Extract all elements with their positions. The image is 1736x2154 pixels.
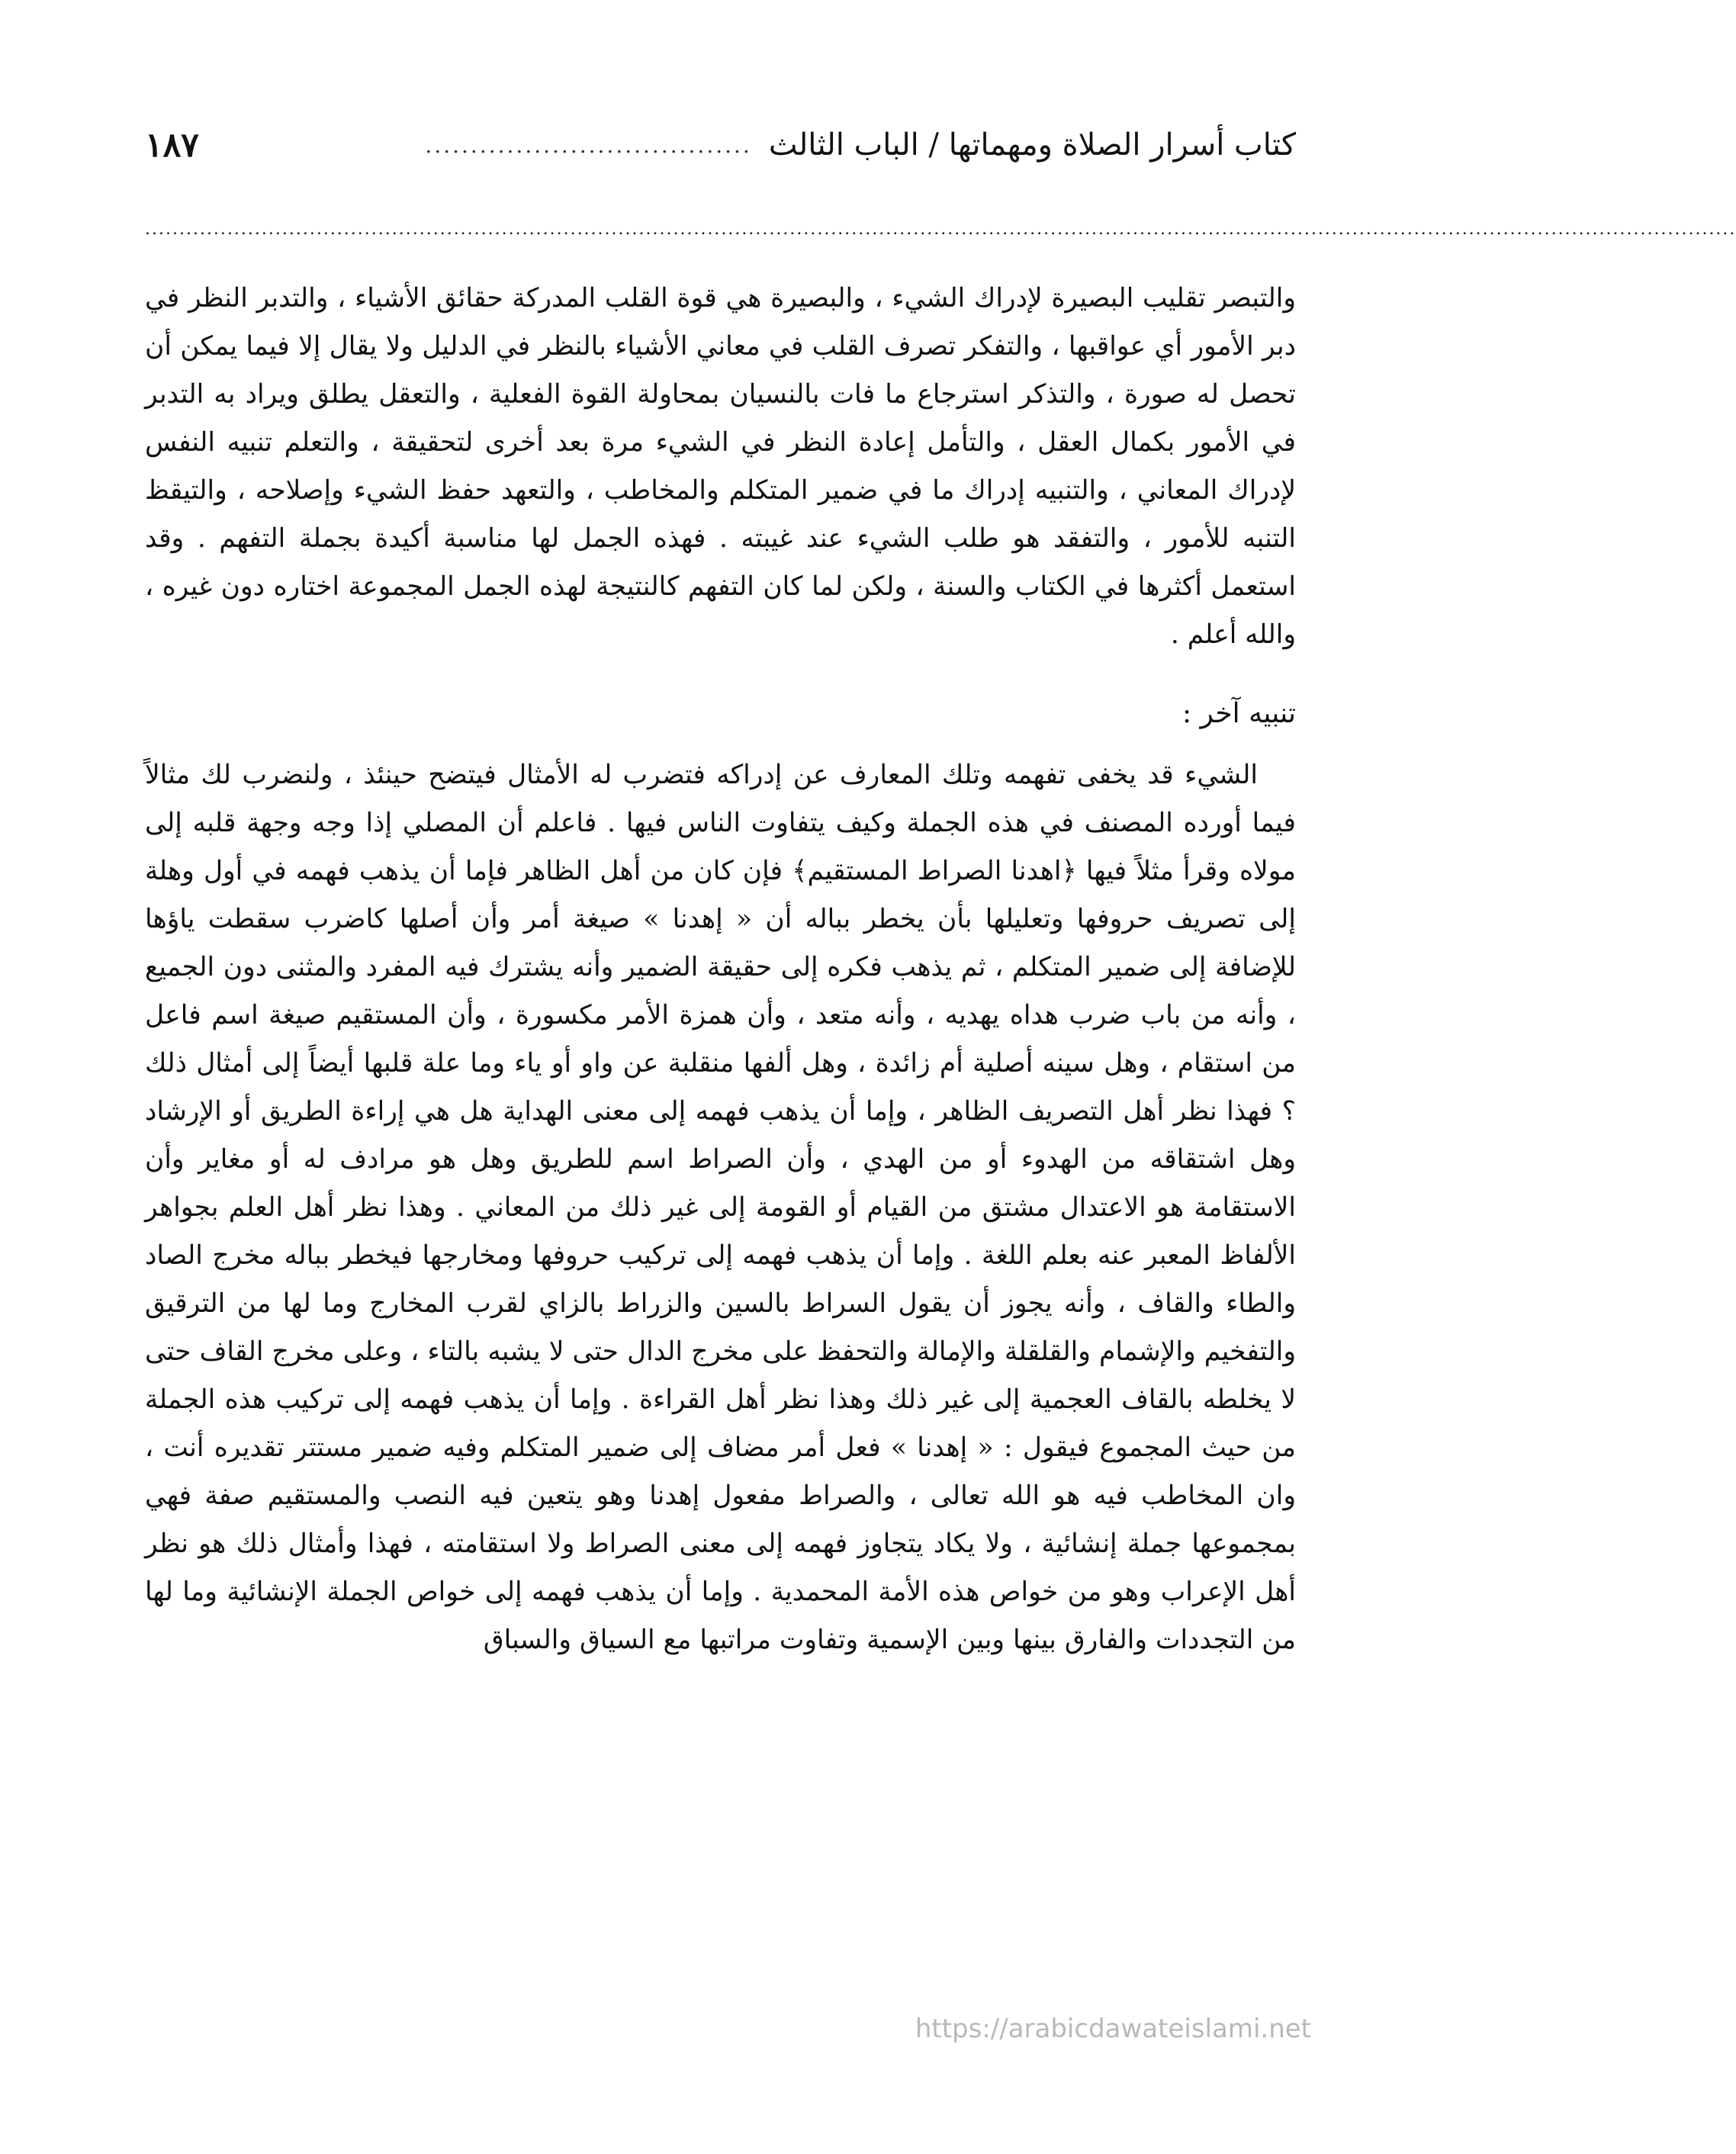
header-dotted-rule: ........................................................................................................................................................................................................................................ xyxy=(145,220,1736,239)
body-text xyxy=(145,275,1296,1664)
page-number: ١٨٧ xyxy=(145,125,199,165)
paragraph-2: الشيء قد يخفى تفهمه وتلك المعارف عن إدراكه فتضرب له الأمثال فيتضح حينئذ ، ولنضرب لك مثالاً فيما أورده المصنف في هذه الجملة وكيف يتفاوت الناس فيها . فاعلم أن المصلي إذا وجه وجهة قلبه إلى مولاه وقرأ مثلاً فيها ﴿اهدنا الصراط المستقيم﴾ فإن كان من أهل الظاهر فإما أن يذهب فهمه في أول وهلة إلى تصريف حروفها وتعليلها بأن يخطر بباله أن « إهدنا » صيغة أمر وأن أصلها كاضرب سقطت ياؤها للإضافة إلى ضمير المتكلم ، ثم يذهب فكره إلى حقيقة الضمير وأنه يشترك فيه المفرد والمثنى دون الجميع ، وأنه من باب ضرب هداه يهديه ، وأنه متعد ، وأن همزة الأمر مكسورة ، وأن المستقيم صيغة اسم فاعل من استقام ، وهل سينه أصلية أم زائدة ، وهل ألفها منقلبة عن واو أو ياء وما علة قلبها أيضاً إلى أمثال ذلك ؟ فهذا نظر أهل التصريف الظاهر ، وإما أن يذهب فهمه إلى معنى الهداية هل هي إراءة الطريق أو الإرشاد وهل اشتقاقه من الهدوء أو من الهدي ، وأن الصراط اسم للطريق وهل هو مرادف له أو مغاير وأن الاستقامة هو الاعتدال مشتق من القيام أو القومة إلى غير ذلك من المعاني . وهذا نظر أهل العلم بجواهر الألفاظ المعبر عنه بعلم اللغة . وإما أن يذهب فهمه إلى تركيب حروفها ومخارجها فيخطر بباله مخرج الصاد والطاء والقاف ، وأنه يجوز أن يقول السراط بالسين والزراط بالزاي لقرب المخارج وما لها من الترقيق والتفخيم والإشمام والقلقلة والإمالة والتحفظ على مخرج الدال حتى لا يشبه بالتاء ، وعلى مخرج القاف حتى لا يخلطه بالقاف العجمية إلى غير ذلك وهذا نظر أهل القراءة . وإما أن يذهب فهمه إلى تركيب هذه الجملة من حيث المجموع فيقول : « إهدنا » فعل أمر مضاف إلى ضمير المتكلم وفيه ضمير مستتر تقديره أنت ، وان المخاطب فيه هو الله تعالى ، والصراط مفعول إهدنا وهو يتعين فيه النصب والمستقيم صفة فهي بمجموعها جملة إنشائية ، ولا يكاد يتجاوز فهمه إلى معنى الصراط ولا استقامته ، فهذا وأمثال ذلك هو نظر أهل الإعراب وهو من خواص هذه الأمة المحمدية . وإما أن يذهب فهمه إلى خواص الجملة الإنشائية وما لها من التجددات والفارق بينها وبين الإسمية وتفاوت مراتبها مع السياق والسباق xyxy=(145,760,1296,1655)
header-dot-leader: .................................... xyxy=(425,132,752,158)
running-header xyxy=(145,114,1296,175)
header-title: كتاب أسرار الصلاة ومهماتها / الباب الثالث xyxy=(768,127,1296,162)
paragraph-1: والتبصر تقليب البصيرة لإدراك الشيء ، والبصيرة هي قوة القلب المدركة حقائق الأشياء ، والتدبر النظر في دبر الأمور أي عواقبها ، والتفكر تصرف القلب في معاني الأشياء بالنظر في الدليل ولا يقال إلا فيما يمكن أن تحصل له صورة ، والتذكر استرجاع ما فات بالنسيان بمحاولة القوة الفعلية ، والتعقل يطلق ويراد به التدبر في الأمور بكمال العقل ، والتأمل إعادة النظر في الشيء مرة بعد أخرى لتحقيقة ، والتعلم تنبيه النفس لإدراك المعاني ، والتنبيه إدراك ما في ضمير المتكلم والمخاطب ، والتعهد حفظ الشيء وإصلاحه ، والتيقظ التنبه للأمور ، والتفقد هو طلب الشيء عند غيبته . فهذه الجمل لها مناسبة أكيدة بجملة التفهم . وقد استعمل أكثرها في الكتاب والسنة ، ولكن لما كان التفهم كالنتيجة لهذه الجمل المجموعة اختاره دون غيره ، والله أعلم . xyxy=(145,283,1296,650)
watermark-url: https://arabicdawateislami.net xyxy=(915,2014,1311,2044)
section-heading: تنبيه آخر : xyxy=(1181,698,1296,729)
